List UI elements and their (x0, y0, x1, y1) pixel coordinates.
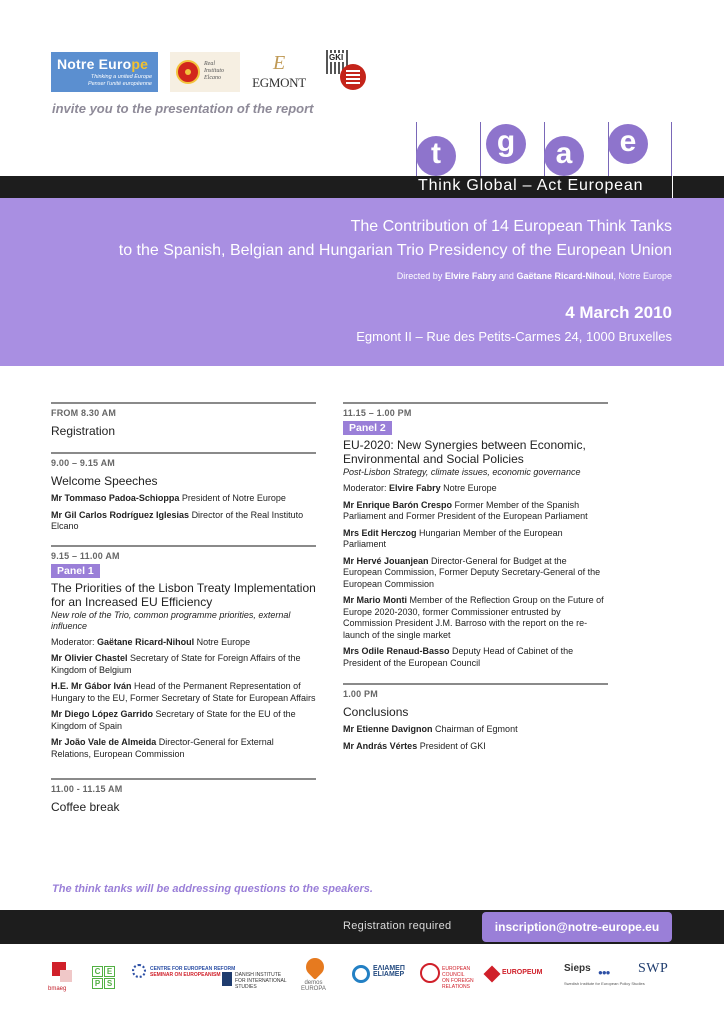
partner-logo-cfe: CENTRE FOR EUROPEAN REFORM SEMINAR ON EUROPEANISM (132, 958, 214, 998)
tgae-letter-a: a (544, 136, 584, 176)
tgae-logo (416, 122, 672, 176)
diis-mark-icon (222, 972, 232, 986)
speaker: Mr András Vértes President of GKI (343, 740, 486, 751)
egmont-mark-icon: E (273, 52, 286, 74)
panel-badge: Panel 1 (51, 564, 100, 578)
session-title: Coffee break (51, 800, 120, 814)
notre-europe-logo-tagline: Thinking a united Europe (90, 74, 152, 80)
partner-logo-diis: DANISH INSTITUTE FOR INTERNATIONAL STUDIES (222, 958, 284, 998)
programme-right-column (343, 402, 608, 762)
speaker: Mrs Edit Herczog Hungarian Member of the European Parliament (343, 527, 563, 549)
speaker: Mr Enrique Barón Crespo Former Member of the Spanish Parliament and Former President of the European Parliament (343, 499, 588, 521)
partner-logos (44, 958, 680, 998)
speaker: Mr Mario Monti Member of the Reflection Group on the Future of Europe 2020-2030, former Commissioner entrusted by Commission President J.M. Barroso with the report on the re-launch of the single market (343, 595, 604, 640)
partner-logo-eliamep: ΕΛΙΑΜΕΠ ELIAMEP (352, 958, 406, 998)
session-title: Welcome Speeches (51, 474, 158, 488)
moderator: Moderator: Gaëtane Ricard-Nihoul Notre Europe (51, 636, 251, 647)
tgae-letter-g: g (486, 124, 526, 164)
speaker: Mr Etienne Davignon Chairman of Egmont (343, 724, 518, 734)
session-welcome (51, 452, 316, 533)
session-time: 9.00 – 9.15 AM (51, 458, 116, 468)
elcano-logo-text: Real Instituto Elcano (204, 61, 225, 81)
session-coffee (51, 778, 316, 814)
directed-by: Directed by Elvire Fabry and Gaëtane Ricard-Nihoul, Notre Europe (396, 271, 672, 281)
session-time: 9.15 – 11.00 AM (51, 550, 120, 561)
partner-logo-demos-europa: demos EUROPA (298, 958, 332, 998)
elcano-seal-icon (176, 60, 200, 84)
partner-logo-swp: SWP (638, 961, 669, 976)
notre-europe-logo-tagline-fr: Penser l'unité européenne (87, 81, 152, 87)
session-conclusions (343, 683, 608, 752)
gki-logo (326, 48, 370, 92)
eliamep-ring-icon (352, 965, 370, 983)
session-panel-2 (343, 402, 608, 669)
session-title: Conclusions (343, 705, 409, 719)
invite-line: invite you to the presentation of the report (52, 101, 314, 116)
moderator: Moderator: Elvire Fabry Notre Europe (343, 483, 497, 493)
partner-logo-ecfr: EUROPEAN COUNCIL ON FOREIGN RELATIONS (420, 958, 472, 998)
event-date: 4 March 2010 (565, 303, 672, 322)
session-time: 11.15 – 1.00 PM (343, 408, 412, 418)
registration-email-link[interactable]: inscription@notre-europe.eu (482, 912, 672, 942)
tgae-divider (671, 122, 672, 176)
speaker: Mr Tommaso Padoa-Schioppa President of Notre Europe (51, 493, 286, 503)
flame-icon (302, 954, 327, 979)
notre-europe-logo-name: Notre Europe (57, 56, 149, 72)
tagline: Think Global – Act European (418, 177, 644, 194)
tagline-band (0, 176, 724, 198)
session-panel-1 (51, 545, 316, 761)
registration-required-label: Registration required (343, 920, 452, 932)
speaker: Mr Diego López Garrido Secretary of State for the EU of the Kingdom of Spain (51, 709, 296, 731)
speaker: H.E. Mr Gábor Iván Head of the Permanent Representation of Hungary to the EU, Former Secretary of State for European Affairs (51, 681, 316, 703)
partner-logo-bmaeg: bmaeg (48, 958, 80, 998)
session-time: FROM 8.30 AM (51, 408, 117, 418)
session-subtitle: Post-Lisbon Strategy, climate issues, economic governance (343, 467, 581, 477)
partner-logo-ceps: C E P S (92, 958, 118, 998)
tgae-letter-e: e (608, 124, 648, 164)
session-time: 11.00 - 11.15 AM (51, 784, 123, 794)
ecfr-ring-icon (420, 963, 440, 983)
sieps-dots-icon: ●●● (598, 968, 610, 977)
director-name: Gaëtane Ricard-Nihoul (516, 271, 614, 281)
bmaeg-square-icon (60, 970, 72, 982)
report-title-line-2: to the Spanish, Belgian and Hungarian Trio Presidency of the European Union (118, 242, 672, 259)
session-registration (51, 402, 316, 438)
registration-band (0, 910, 724, 944)
session-time: 1.00 PM (343, 689, 378, 699)
report-banner (0, 198, 724, 366)
tgae-divider (480, 122, 481, 176)
tagline-divider (672, 176, 673, 198)
gki-logo-text: GKI (329, 53, 344, 62)
partner-logo-europeum: EUROPEUM (484, 958, 552, 998)
partner-logo-sieps: Sieps ●●● Swedish Institute for European Policy Studies (564, 963, 645, 986)
speaker: Mr Olivier Chastel Secretary of State for Foreign Affairs of the Kingdom of Belgium (51, 653, 301, 675)
egmont-logo (246, 50, 312, 94)
session-title: EU-2020: New Synergies between Economic, Environmental and Social Policies (343, 438, 586, 466)
session-title: The Priorities of the Lisbon Treaty Implementation for an Increased EU Efficiency (51, 580, 316, 609)
real-instituto-elcano-logo (170, 52, 240, 92)
notre-europe-logo (51, 52, 158, 92)
director-name: Elvire Fabry (444, 271, 497, 281)
tgae-letter-t: t (416, 136, 456, 176)
event-venue: Egmont II – Rue des Petits-Carmes 24, 1000 Bruxelles (356, 329, 672, 344)
session-subtitle: New role of the Trio, common programme priorities, external influence (51, 609, 291, 631)
panel-badge: Panel 2 (343, 421, 392, 435)
egmont-logo-text: EGMONT (252, 75, 306, 90)
programme-left-column (51, 402, 316, 824)
session-title: Registration (51, 424, 116, 438)
report-title-line-1: The Contribution of 14 European Think Tanks (350, 218, 672, 235)
europeum-diamond-icon (484, 966, 501, 983)
questions-note: The think tanks will be addressing questions to the speakers. (52, 883, 373, 895)
gki-circle-icon (340, 64, 366, 90)
speaker: Mr Gil Carlos Rodríguez Iglesias Director of the Real Instituto Elcano (51, 509, 304, 531)
speaker: Mrs Odile Renaud-Basso Deputy Head of Cabinet of the President of the European Council (343, 646, 574, 668)
eu-stars-icon (132, 964, 146, 978)
speaker: Mr Hervé Jouanjean Director-General for Budget at the European Commission, Former Deputy Secretary-General of the European Commission (343, 555, 601, 589)
speaker: Mr João Vale de Almeida Director-General for External Relations, European Commission (51, 737, 274, 759)
